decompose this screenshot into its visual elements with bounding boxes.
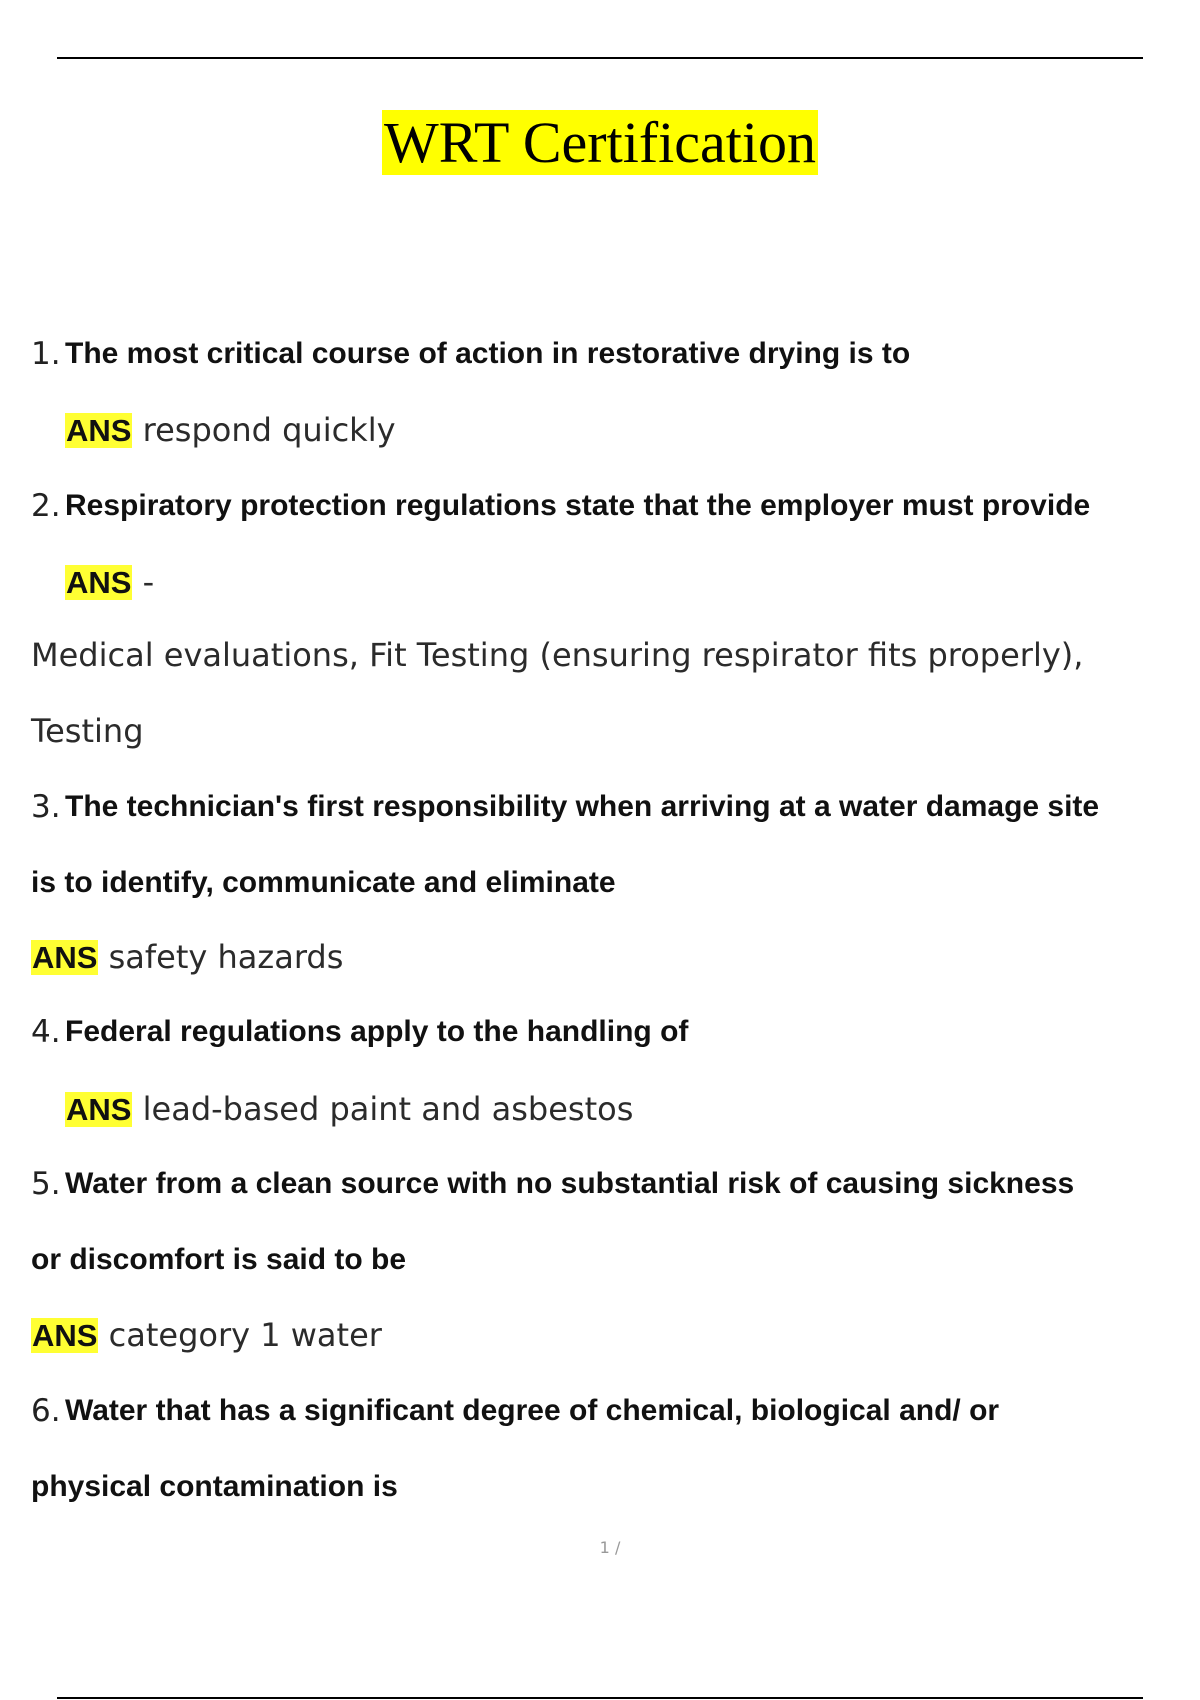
document-title [0,110,1200,176]
top-rule [57,57,1143,59]
question-1-number: 1. [31,336,61,372]
question-4-number: 4. [31,1014,61,1050]
answer-2-detail-line-1: Medical evaluations, Fit Testing (ensuring respirator fits properly), [31,636,1084,674]
answer-3-text: safety hazards [98,938,344,976]
answer-4-text: lead-based paint and asbestos [132,1090,634,1128]
answer-3 [31,938,343,976]
question-6-text-line-2: physical contamination is [31,1470,398,1503]
answer-4 [65,1090,633,1128]
answer-5 [31,1316,382,1354]
question-5-number: 5. [31,1166,61,1202]
question-6-number: 6. [31,1393,61,1429]
answer-2-detail-line-2: Testing [31,712,144,750]
answer-1-text: respond quickly [132,411,396,449]
answer-1 [65,411,396,449]
question-4-text: Federal regulations apply to the handling of [65,1015,689,1048]
question-2-text: Respiratory protection regulations state that the employer must provide [65,489,1091,522]
question-2-number: 2. [31,488,61,524]
bottom-rule [57,1697,1143,1699]
answer-5-text: category 1 water [98,1316,382,1354]
answer-2-text: - [132,563,155,601]
ans-label: ANS [66,565,132,600]
ans-label: ANS [32,1318,98,1353]
question-6-text-line-1: Water that has a significant degree of chemical, biological and/ or [65,1394,1000,1427]
page-number: 1 / [599,1538,621,1557]
question-1-text: The most critical course of action in restorative drying is to [65,337,911,370]
ans-label: ANS [66,1092,132,1127]
question-3-number: 3. [31,789,61,825]
question-3-text-line-1: The technician's first responsibility when arriving at a water damage site [65,790,1100,823]
ans-label: ANS [66,413,132,448]
ans-label: ANS [32,940,98,975]
question-5-text-line-1: Water from a clean source with no substantial risk of causing sickness [65,1167,1075,1200]
question-5-text-line-2: or discomfort is said to be [31,1243,407,1276]
title-highlight: WRT Certification [384,110,816,175]
question-3-text-line-2: is to identify, communicate and eliminate [31,866,616,899]
answer-2 [65,563,154,601]
